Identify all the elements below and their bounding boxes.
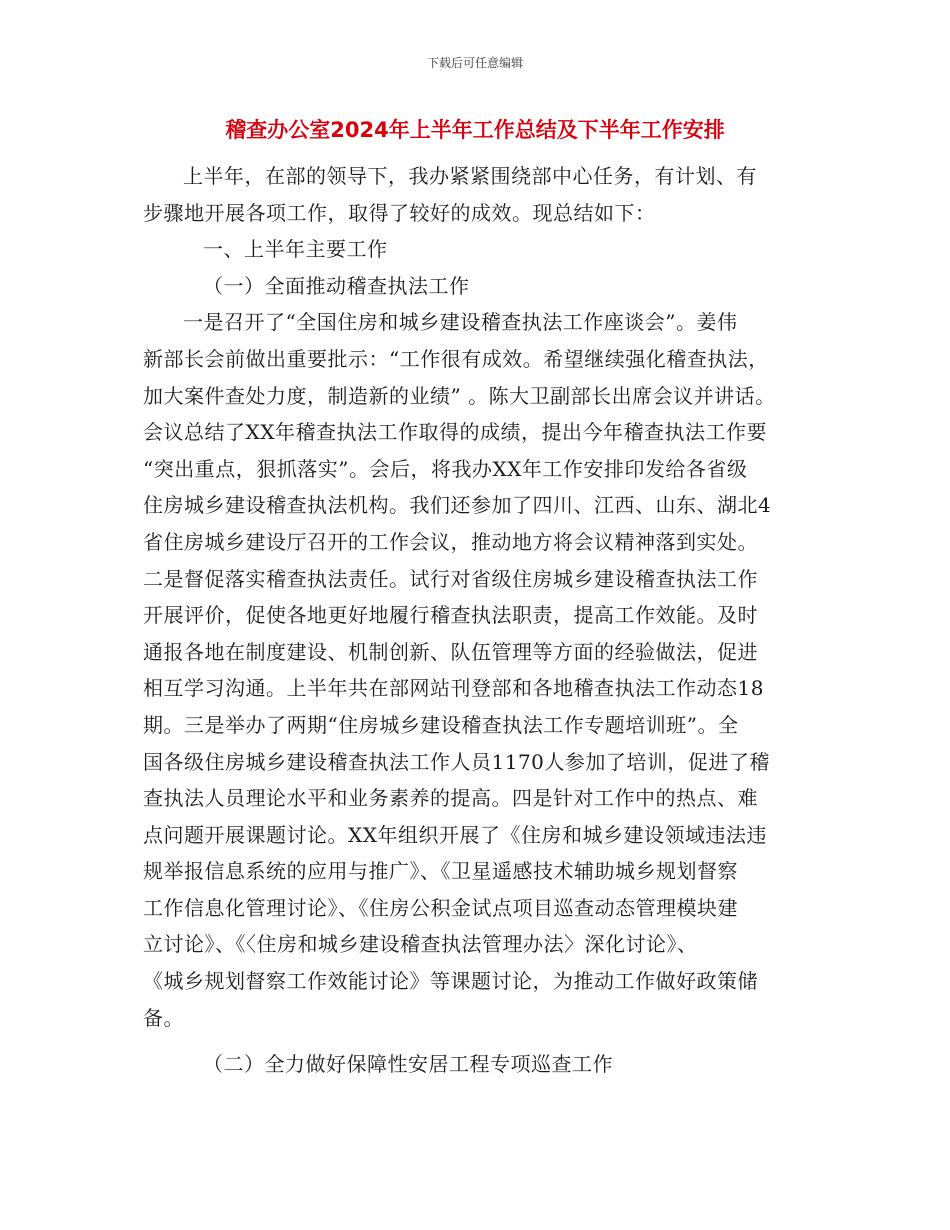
document-title: 稽查办公室2024年上半年工作总结及下半年工作安排 xyxy=(225,118,725,142)
body-line: 备。 xyxy=(143,1005,184,1030)
body-line: 通报各地在制度建设、机制创新、队伍管理等方面的经验做法，促进 xyxy=(143,639,758,664)
body-line: 住房城乡建设稽查执法机构。我们还参加了四川、江西、山东、湖北4 xyxy=(143,493,772,518)
body-line: 查执法人员理论水平和业务素养的提高。四是针对工作中的热点、难 xyxy=(143,786,758,811)
subsection-heading: （二）全力做好保障性安居工程专项巡查工作 xyxy=(203,1052,613,1077)
document-body xyxy=(143,158,815,1083)
body-line: 工作信息化管理讨论》、《住房公积金试点项目巡查动态管理模块建 xyxy=(143,895,738,920)
body-line: 相互学习沟通。上半年共在部网站刊登部和各地稽查执法工作动态18 xyxy=(143,676,764,701)
body-line: “突出重点，狠抓落实”。会后，将我办XX年工作安排印发给各省级 xyxy=(143,456,748,481)
body-line: 二是督促落实稽查执法责任。试行对省级住房城乡建设稽查执法工作 xyxy=(143,566,758,591)
body-line: 《城乡规划督察工作效能讨论》等课题讨论，为推动工作做好政策储 xyxy=(143,969,758,994)
body-line: 点问题开展课题讨论。XX年组织开展了《住房和城乡建设领域违法违 xyxy=(143,822,767,847)
body-line: 省住房城乡建设厅召开的工作会议，推动地方将会议精神落到实处。 xyxy=(143,529,758,554)
body-line: 新部长会前做出重要批示：“工作很有成效。希望继续强化稽查执法， xyxy=(143,346,769,371)
body-line: 一是召开了“全国住房和城乡建设稽查执法工作座谈会”。姜伟 xyxy=(183,310,738,335)
body-paragraph xyxy=(143,304,815,1036)
body-line: 国各级住房城乡建设稽查执法工作人员1170人参加了培训，促进了稽 xyxy=(143,749,770,774)
body-line: 开展评价，促使各地更好地履行稽查执法职责，提高工作效能。及时 xyxy=(143,603,758,628)
intro-line: 步骤地开展各项工作，取得了较好的成效。现总结如下： xyxy=(143,200,656,225)
intro-paragraph xyxy=(143,158,815,231)
body-line: 会议总结了XX年稽查执法工作取得的成绩，提出今年稽查执法工作要 xyxy=(143,420,767,445)
header-note: 下载后可任意编辑 xyxy=(426,56,523,70)
section-heading: 一、上半年主要工作 xyxy=(203,237,388,262)
subsection-heading: （一）全面推动稽查执法工作 xyxy=(203,273,470,298)
body-line: 加大案件查处力度，制造新的业绩” 。陈大卫副部长出席会议并讲话。 xyxy=(143,383,776,408)
body-line: 期。三是举办了两期“住房城乡建设稽查执法工作专题培训班”。全 xyxy=(143,712,739,737)
body-line: 规举报信息系统的应用与推广》、《卫星遥感技术辅助城乡规划督察 xyxy=(143,859,738,884)
intro-line: 上半年，在部的领导下，我办紧紧围绕部中心任务，有计划、有 xyxy=(183,164,757,188)
body-line: 立讨论》、《〈住房和城乡建设稽查执法管理办法〉深化讨论》、 xyxy=(143,932,698,957)
